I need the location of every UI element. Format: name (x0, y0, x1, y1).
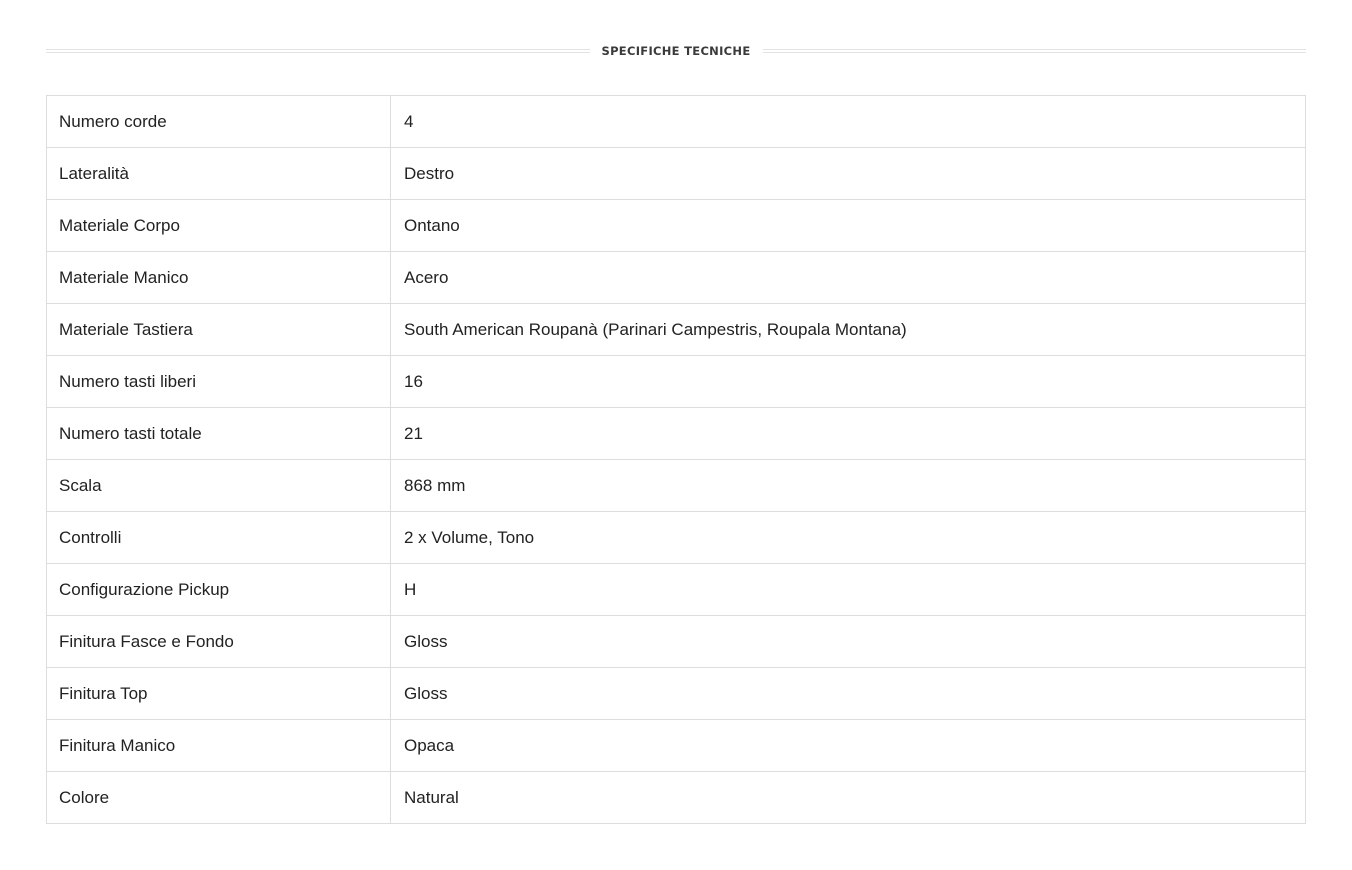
spec-value: Ontano (391, 200, 1306, 252)
spec-value: 4 (391, 96, 1306, 148)
spec-value: Opaca (391, 720, 1306, 772)
section-header (46, 40, 1306, 62)
spec-label: Materiale Manico (47, 252, 391, 304)
table-row (47, 460, 1306, 512)
spec-value: South American Roupanà (Parinari Campestris, Roupala Montana) (391, 304, 1306, 356)
specs-table (46, 95, 1306, 824)
table-row (47, 356, 1306, 408)
table-row (47, 616, 1306, 668)
spec-value: Destro (391, 148, 1306, 200)
spec-value: 868 mm (391, 460, 1306, 512)
table-row (47, 200, 1306, 252)
spec-value: Acero (391, 252, 1306, 304)
spec-value: Gloss (391, 616, 1306, 668)
spec-value: Gloss (391, 668, 1306, 720)
table-row (47, 772, 1306, 824)
spec-value: 16 (391, 356, 1306, 408)
spec-label: Numero tasti totale (47, 408, 391, 460)
header-divider-right (763, 49, 1307, 53)
table-row (47, 668, 1306, 720)
table-row (47, 148, 1306, 200)
spec-label: Numero tasti liberi (47, 356, 391, 408)
spec-label: Materiale Corpo (47, 200, 391, 252)
spec-label: Finitura Top (47, 668, 391, 720)
header-divider-left (46, 49, 590, 53)
spec-value: Natural (391, 772, 1306, 824)
spec-label: Numero corde (47, 96, 391, 148)
spec-label: Finitura Manico (47, 720, 391, 772)
spec-label: Finitura Fasce e Fondo (47, 616, 391, 668)
spec-label: Scala (47, 460, 391, 512)
section-title: SPECIFICHE TECNICHE (601, 44, 751, 58)
table-row (47, 96, 1306, 148)
spec-label: Colore (47, 772, 391, 824)
table-row (47, 512, 1306, 564)
spec-label: Materiale Tastiera (47, 304, 391, 356)
spec-label: Lateralità (47, 148, 391, 200)
spec-value: 21 (391, 408, 1306, 460)
spec-value: H (391, 564, 1306, 616)
spec-label: Configurazione Pickup (47, 564, 391, 616)
table-row (47, 304, 1306, 356)
spec-value: 2 x Volume, Tono (391, 512, 1306, 564)
spec-label: Controlli (47, 512, 391, 564)
table-row (47, 252, 1306, 304)
table-row (47, 408, 1306, 460)
table-row (47, 564, 1306, 616)
table-row (47, 720, 1306, 772)
